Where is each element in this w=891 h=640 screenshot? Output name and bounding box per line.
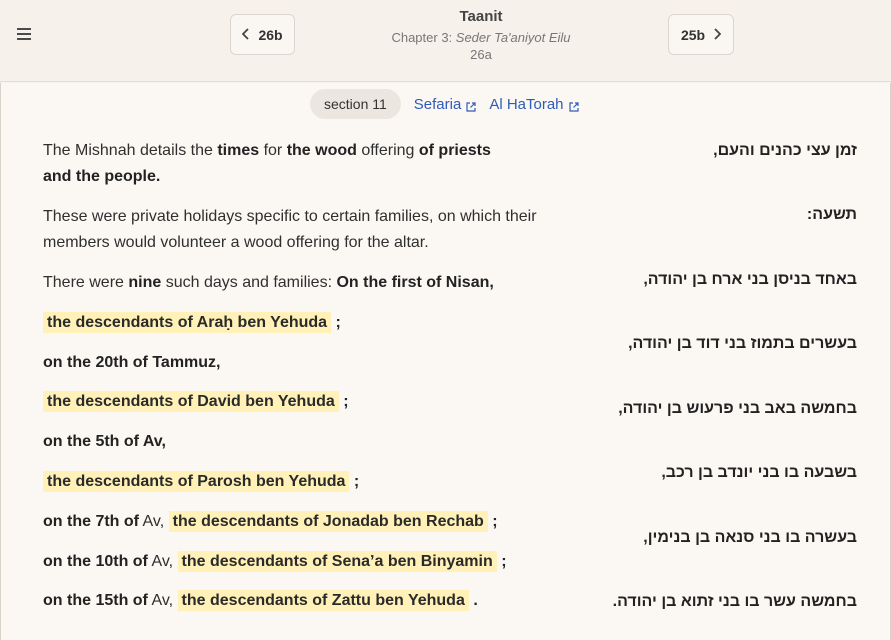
highlighted-family[interactable]: the descendants of Sena’a ben Binyamin bbox=[178, 551, 497, 572]
english-line bbox=[43, 469, 553, 495]
bold-term: nine bbox=[128, 274, 162, 291]
alhatorah-link[interactable] bbox=[489, 96, 578, 113]
alhatorah-link-label: Al HaTorah bbox=[489, 95, 564, 113]
english-line bbox=[43, 429, 553, 455]
top-bar bbox=[0, 0, 891, 82]
chapter-name: Seder Ta'aniyot Eilu bbox=[455, 30, 571, 45]
punctuation: ; bbox=[343, 393, 349, 410]
highlighted-family[interactable]: the descendants of Jonadab ben Rechab bbox=[169, 511, 488, 532]
prev-page-label: 26b bbox=[258, 26, 283, 43]
hebrew-line: תשעה: bbox=[806, 206, 857, 223]
text-span: Av, bbox=[147, 553, 178, 570]
text-span: There were bbox=[43, 274, 129, 291]
punctuation: ; bbox=[353, 473, 360, 490]
chapter-prefix: Chapter 3: bbox=[391, 30, 453, 45]
section-badge[interactable]: section 11 bbox=[310, 89, 401, 119]
text-span: Av, bbox=[138, 513, 169, 530]
text-span: offering bbox=[356, 142, 419, 159]
bold-term: on the 5th of Av, bbox=[43, 433, 166, 450]
left-divider bbox=[0, 83, 1, 640]
bold-term: of priests bbox=[418, 142, 491, 159]
hebrew-line: באחד בניסן בני ארח בן יהודה, bbox=[643, 271, 857, 288]
hamburger-menu-icon[interactable] bbox=[14, 25, 34, 43]
english-line bbox=[43, 389, 553, 415]
english-line bbox=[43, 350, 553, 376]
bold-term: on the 20th of Tammuz, bbox=[43, 354, 221, 371]
hebrew-line: זמן עצי כהנים והעם, bbox=[713, 142, 857, 159]
next-page-label: 25b bbox=[680, 26, 706, 43]
english-paragraph bbox=[43, 138, 553, 190]
english-line bbox=[43, 549, 553, 575]
bold-term: on the 15th of bbox=[43, 592, 148, 609]
external-link-icon bbox=[466, 99, 476, 109]
tractate-title: Taanit bbox=[459, 8, 503, 25]
text-span: The Mishnah details the bbox=[43, 142, 218, 159]
chevron-right-icon bbox=[713, 27, 721, 43]
bold-term: on the 7th of bbox=[43, 513, 139, 530]
hebrew-line: בחמשה עשר בו בני זתוא בן יהודה. bbox=[612, 593, 857, 610]
chevron-left-icon bbox=[242, 27, 250, 43]
chapter-subtitle bbox=[330, 30, 632, 45]
sefaria-link[interactable] bbox=[414, 96, 477, 113]
text-span: for bbox=[259, 142, 287, 159]
bold-term: times bbox=[217, 142, 260, 159]
text-span: such days and families: bbox=[161, 274, 337, 291]
punctuation: . bbox=[473, 592, 478, 609]
external-link-icon bbox=[569, 99, 579, 109]
punctuation: ; bbox=[335, 314, 341, 331]
punctuation: ; bbox=[501, 553, 507, 570]
english-paragraph bbox=[43, 270, 553, 296]
hebrew-line: בשבעה בו בני יונדב בן רכב, bbox=[661, 464, 857, 481]
highlighted-family[interactable]: the descendants of Araḥ ben Yehuda bbox=[43, 312, 331, 333]
section-toolbar bbox=[310, 89, 579, 119]
page-heading bbox=[330, 8, 632, 62]
highlighted-family[interactable]: the descendants of Parosh ben Yehuda bbox=[43, 471, 349, 492]
prev-page-button[interactable] bbox=[230, 14, 295, 55]
text-span: Av, bbox=[147, 592, 178, 609]
page-number: 26a bbox=[470, 47, 492, 62]
next-page-button[interactable] bbox=[668, 14, 734, 55]
english-line bbox=[43, 509, 553, 535]
highlighted-family[interactable]: the descendants of David ben Yehuda bbox=[43, 391, 339, 412]
bold-term: On the first of Nisan, bbox=[336, 274, 494, 291]
english-paragraph: These were private holidays specific to certain families, on which their members would volunteer a wood offering for the altar. bbox=[43, 208, 537, 251]
bold-term: and the people. bbox=[43, 168, 161, 185]
bold-term: on the 10th of bbox=[43, 553, 148, 570]
hebrew-line: בחמשה באב בני פרעוש בן יהודה, bbox=[618, 400, 857, 417]
sefaria-link-label: Sefaria bbox=[413, 95, 462, 113]
hebrew-line: בעשרים בתמוז בני דוד בן יהודה, bbox=[628, 335, 857, 352]
highlighted-family[interactable]: the descendants of Zattu ben Yehuda bbox=[178, 590, 469, 611]
english-line bbox=[43, 588, 553, 614]
hebrew-line: בעשרה בו בני סנאה בן בנימין, bbox=[643, 529, 857, 546]
english-line bbox=[43, 310, 553, 336]
punctuation: ; bbox=[492, 513, 498, 530]
bold-term: the wood bbox=[286, 142, 357, 159]
